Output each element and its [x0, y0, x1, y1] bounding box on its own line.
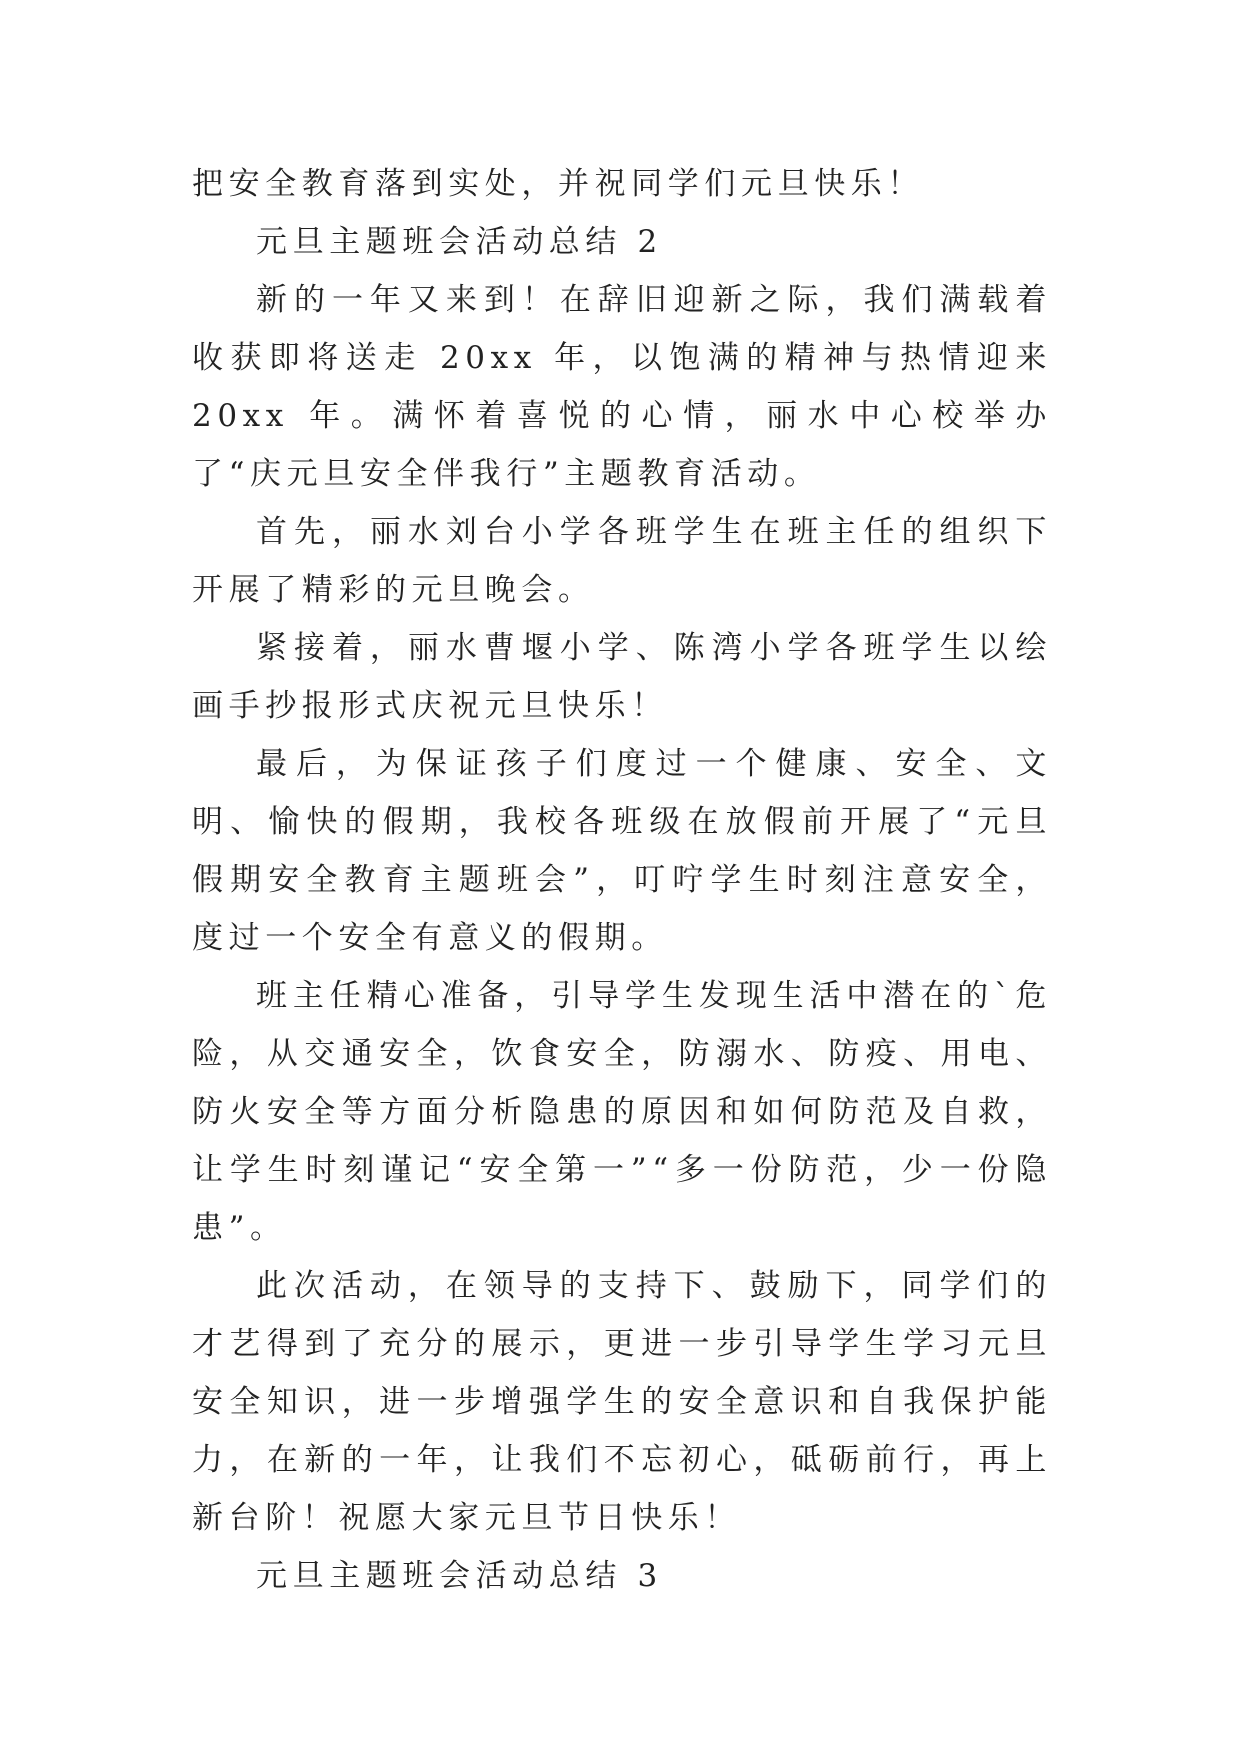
paragraph-teacher: 班主任精心准备，引导学生发现生活中潜在的`危险，从交通安全，饮食安全，防溺水、防疫、用电、防火安全等方面分析隐患的原因和如何防范及自救，让学生时刻谨记“安全第一”“多一份防范，少一份隐患”。 [192, 978, 1052, 1246]
paragraph-conclusion: 此次活动，在领导的支持下、鼓励下，同学们的才艺得到了充分的展示，更进一步引导学生学习元旦安全知识，进一步增强学生的安全意识和自我保护能力，在新的一年，让我们不忘初心，砥砺前行，再上新台阶！祝愿大家元旦节日快乐！ [192, 1268, 1052, 1536]
section-heading-2: 元旦主题班会活动总结 2 [256, 224, 663, 260]
paragraph-next: 紧接着，丽水曹堰小学、陈湾小学各班学生以绘画手抄报形式庆祝元旦快乐！ [192, 630, 1052, 724]
paragraph-first: 首先，丽水刘台小学各班学生在班主任的组织下开展了精彩的元旦晚会。 [192, 514, 1052, 608]
paragraph-closing-line: 把安全教育落到实处，并祝同学们元旦快乐！ [192, 166, 924, 202]
document-page [192, 155, 1052, 1605]
section-heading-3: 元旦主题班会活动总结 3 [256, 1558, 663, 1594]
paragraph-intro: 新的一年又来到！在辞旧迎新之际，我们满载着收获即将送走 20xx 年，以饱满的精神与热情迎来 20xx 年。满怀着喜悦的心情，丽水中心校举办了“庆元旦安全伴我行”主题教育活动。 [192, 282, 1052, 492]
paragraph-finally: 最后，为保证孩子们度过一个健康、安全、文明、愉快的假期，我校各班级在放假前开展了“元旦假期安全教育主题班会”，叮咛学生时刻注意安全，度过一个安全有意义的假期。 [192, 746, 1052, 956]
